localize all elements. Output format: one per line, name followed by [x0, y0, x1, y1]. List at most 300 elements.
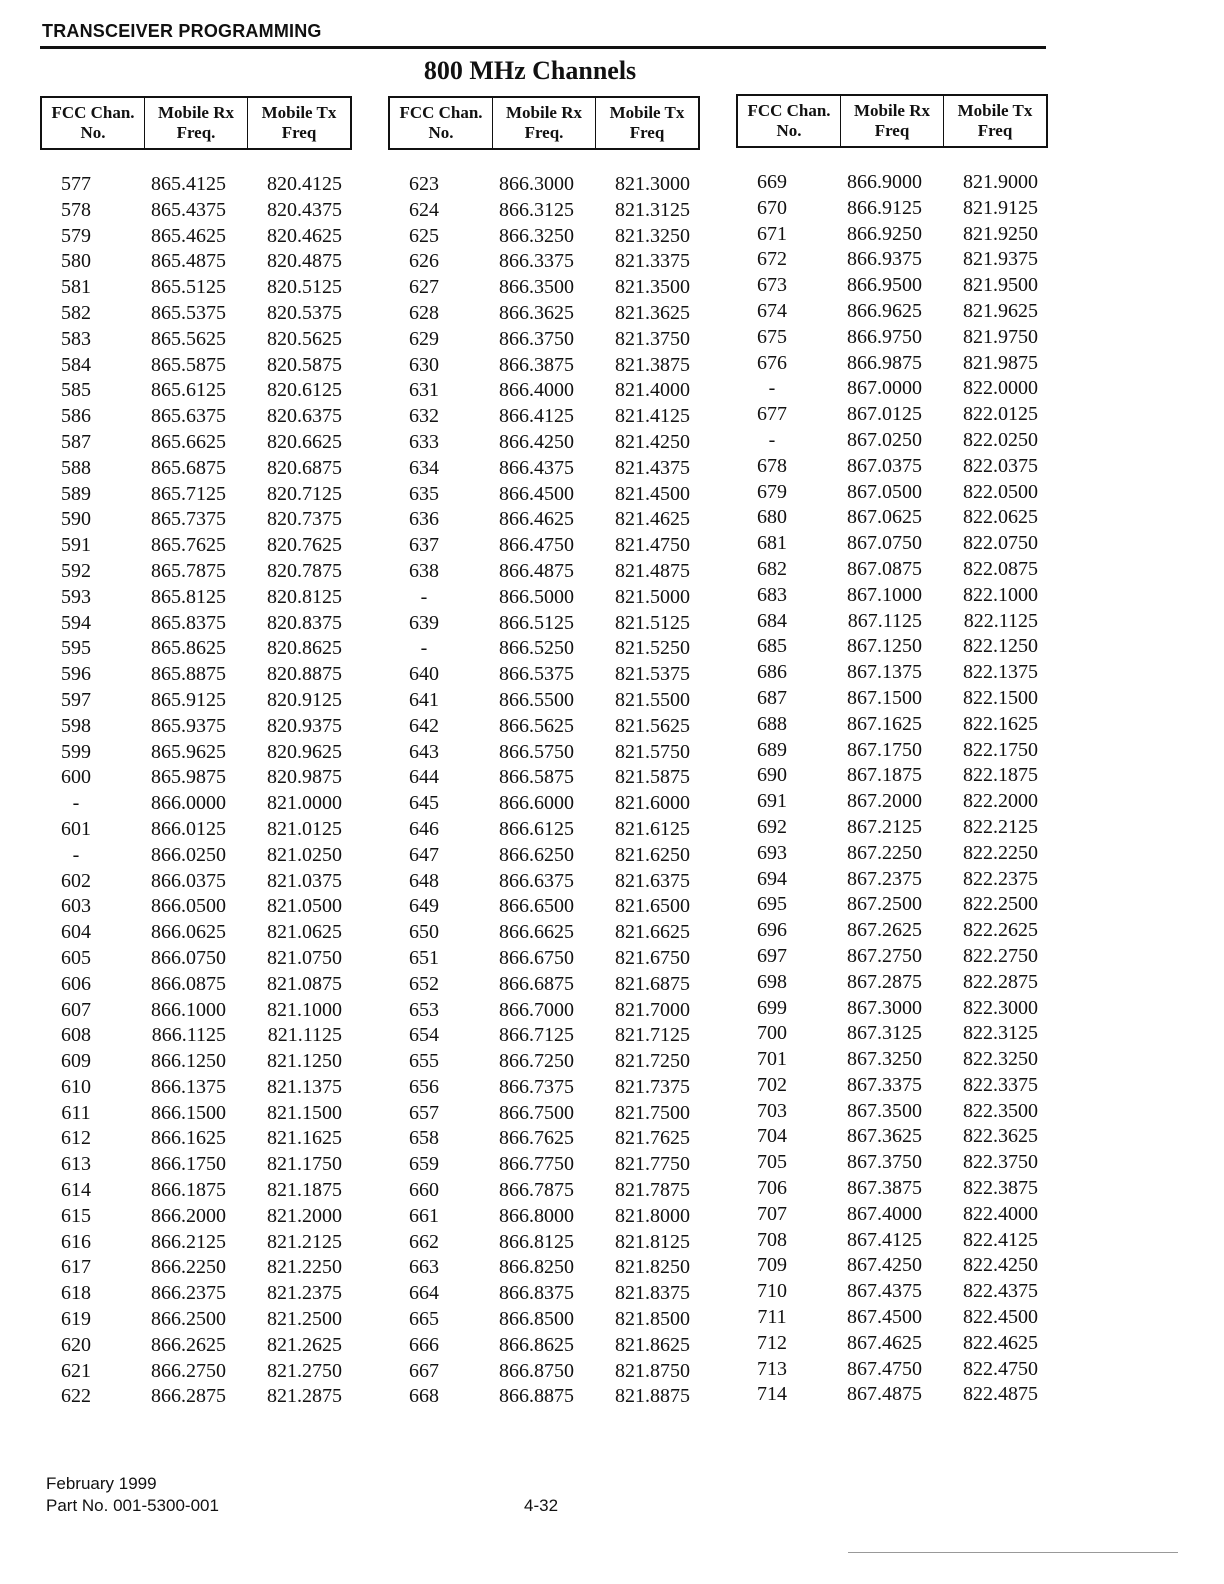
- channel-number: 619: [61, 1308, 91, 1331]
- mobile-tx-freq: 821.7875: [615, 1179, 690, 1202]
- channel-number: 617: [61, 1256, 91, 1279]
- mobile-rx-freq: 867.3625: [847, 1125, 922, 1148]
- mobile-tx-freq: 820.5875: [267, 353, 342, 376]
- mobile-rx-freq: 866.8000: [499, 1204, 574, 1227]
- mobile-rx-freq: 866.6500: [499, 895, 574, 918]
- mobile-tx-freq: 820.4125: [267, 173, 342, 195]
- mobile-rx-freq: 866.8250: [499, 1256, 574, 1279]
- channel-number: 663: [409, 1256, 439, 1279]
- mobile-tx-freq: 822.3000: [963, 996, 1038, 1019]
- table-row: [40, 1230, 352, 1256]
- channel-number: 694: [757, 867, 787, 890]
- channel-number: 686: [757, 661, 787, 684]
- mobile-rx-freq: 866.0000: [151, 792, 226, 815]
- channel-number: 685: [757, 635, 787, 658]
- table-row: [388, 894, 700, 920]
- mobile-rx-freq: 866.2125: [151, 1230, 226, 1253]
- mobile-tx-freq: 820.9375: [267, 714, 342, 737]
- mobile-rx-freq: 866.4000: [499, 379, 574, 402]
- table-row: [40, 843, 352, 869]
- channel-number: 693: [757, 841, 787, 864]
- table-row: [736, 609, 1048, 635]
- mobile-rx-freq: 866.7375: [499, 1075, 574, 1098]
- channel-number: 610: [61, 1075, 91, 1098]
- channel-number: 671: [757, 222, 787, 245]
- table-row: [40, 946, 352, 972]
- mobile-rx-freq: 866.4375: [499, 456, 574, 479]
- channel-number: 623: [409, 173, 439, 195]
- mobile-rx-freq: 867.4750: [847, 1357, 922, 1380]
- channel-number: 597: [61, 688, 91, 711]
- table-row: [736, 918, 1048, 944]
- mobile-tx-freq: 820.4875: [267, 250, 342, 273]
- table-row: [736, 222, 1048, 248]
- table-row: [388, 249, 700, 275]
- mobile-tx-freq: 821.2000: [267, 1204, 342, 1227]
- channel-number: 668: [409, 1385, 439, 1408]
- table-row: [40, 378, 352, 404]
- mobile-tx-freq: 821.4500: [615, 482, 690, 505]
- table-row: [736, 867, 1048, 893]
- mobile-rx-freq: 867.4500: [847, 1306, 922, 1329]
- table-row: [40, 1049, 352, 1075]
- channel-number: 635: [409, 482, 439, 505]
- channel-number: 633: [409, 430, 439, 453]
- mobile-rx-freq: 866.6750: [499, 946, 574, 969]
- page-number: 4-32: [524, 1496, 559, 1515]
- table-row: [736, 1150, 1048, 1176]
- mobile-tx-freq: 820.6625: [267, 430, 342, 453]
- table-row: [736, 376, 1048, 402]
- channel-number: 636: [409, 508, 439, 531]
- channel-number: 692: [757, 815, 787, 838]
- mobile-rx-freq: 867.0625: [847, 506, 922, 529]
- mobile-tx-freq: 821.2500: [267, 1308, 342, 1331]
- mobile-tx-freq: 821.6375: [615, 869, 690, 892]
- channel-number: 639: [409, 611, 439, 634]
- channel-number: 656: [409, 1075, 439, 1098]
- mobile-rx-freq: 866.2000: [151, 1204, 226, 1227]
- header-tx-cell: [247, 98, 350, 148]
- table-header: [736, 94, 1048, 148]
- mobile-tx-freq: 820.4375: [267, 198, 342, 221]
- mobile-tx-freq: 821.3125: [615, 198, 690, 221]
- mobile-rx-freq: 866.7500: [499, 1101, 574, 1124]
- channel-number: 622: [61, 1385, 91, 1408]
- mobile-rx-freq: 867.4125: [847, 1228, 922, 1251]
- mobile-tx-freq: 821.3000: [615, 173, 690, 195]
- channel-number: 632: [409, 405, 439, 428]
- table-header: [40, 96, 352, 150]
- channel-number: 655: [409, 1050, 439, 1073]
- page-heading: 800 MHz Channels: [423, 56, 637, 85]
- channel-number: 625: [409, 224, 439, 247]
- mobile-tx-freq: 821.4875: [615, 559, 690, 582]
- table-row: [388, 1204, 700, 1230]
- table-row: [40, 894, 352, 920]
- channel-number: 591: [61, 534, 91, 557]
- channel-number: 713: [757, 1357, 787, 1380]
- mobile-tx-freq: 821.7000: [615, 998, 690, 1021]
- channel-number: 660: [409, 1179, 439, 1202]
- table-row: [388, 1359, 700, 1385]
- mobile-tx-freq: 821.1750: [267, 1153, 342, 1176]
- mobile-tx-freq: 821.3625: [615, 301, 690, 324]
- channel-number: 670: [757, 196, 787, 219]
- mobile-tx-freq: 822.0500: [963, 480, 1038, 503]
- channel-number: 649: [409, 895, 439, 918]
- mobile-rx-freq: 867.1250: [847, 635, 922, 658]
- table-row: [40, 1359, 352, 1385]
- mobile-tx-freq: 820.8375: [267, 611, 342, 634]
- mobile-rx-freq: 867.0750: [847, 532, 922, 555]
- mobile-tx-freq: 821.1625: [267, 1127, 342, 1150]
- mobile-tx-freq: 821.5375: [615, 663, 690, 686]
- mobile-tx-freq: 821.9500: [963, 274, 1038, 297]
- mobile-rx-freq: 867.2125: [847, 815, 922, 838]
- table-row: [736, 892, 1048, 918]
- mobile-rx-freq: 865.4875: [151, 250, 226, 273]
- mobile-rx-freq: 866.4750: [499, 534, 574, 557]
- header-tx-line2: Freq: [629, 123, 665, 142]
- header-rx-line2: Freq.: [524, 123, 564, 142]
- table-row: [388, 456, 700, 482]
- mobile-tx-freq: 822.4000: [963, 1202, 1038, 1225]
- mobile-rx-freq: 866.3000: [499, 173, 574, 195]
- table-row: [388, 1049, 700, 1075]
- mobile-tx-freq: 822.4625: [963, 1331, 1038, 1354]
- channel-number: 585: [61, 379, 91, 402]
- table-row: [736, 1073, 1048, 1099]
- mobile-rx-freq: 867.1125: [847, 609, 922, 632]
- mobile-tx-freq: 822.3375: [963, 1073, 1038, 1096]
- header-rx-line2: Freq.: [176, 123, 216, 142]
- channel-number: 665: [409, 1308, 439, 1331]
- mobile-tx-freq: 820.4625: [267, 224, 342, 247]
- table-row: [40, 1075, 352, 1101]
- channel-number: 696: [757, 919, 787, 942]
- table-row: [388, 1101, 700, 1127]
- mobile-tx-freq: 820.7625: [267, 534, 342, 557]
- channel-number: 703: [757, 1099, 787, 1122]
- mobile-tx-freq: 820.8875: [267, 663, 342, 686]
- mobile-rx-freq: 867.1750: [847, 738, 922, 761]
- mobile-rx-freq: 866.8750: [499, 1359, 574, 1382]
- mobile-tx-freq: 821.2125: [267, 1230, 342, 1253]
- mobile-rx-freq: 866.0500: [151, 895, 226, 918]
- table-body: [736, 170, 1048, 1408]
- table-row: [388, 765, 700, 791]
- mobile-rx-freq: 866.3250: [499, 224, 574, 247]
- mobile-tx-freq: 821.1250: [267, 1050, 342, 1073]
- channel-number: 600: [61, 766, 91, 789]
- channel-number: 664: [409, 1282, 439, 1305]
- table-row: [388, 920, 700, 946]
- channel-number: 708: [757, 1228, 787, 1251]
- mobile-tx-freq: 821.2875: [267, 1385, 342, 1408]
- mobile-rx-freq: 865.7875: [151, 559, 226, 582]
- table-row: [736, 1357, 1048, 1383]
- table-row: [40, 327, 352, 353]
- header-rx-cell: [144, 98, 247, 148]
- table-row: [388, 972, 700, 998]
- table-row: [40, 740, 352, 766]
- mobile-tx-freq: 821.8750: [615, 1359, 690, 1382]
- mobile-rx-freq: 865.7375: [151, 508, 226, 531]
- mobile-tx-freq: 822.4375: [963, 1280, 1038, 1303]
- mobile-rx-freq: 866.0750: [151, 946, 226, 969]
- mobile-rx-freq: 866.9750: [847, 325, 922, 348]
- mobile-rx-freq: 866.3375: [499, 250, 574, 273]
- channel-number: 678: [757, 454, 787, 477]
- mobile-tx-freq: 821.6250: [615, 843, 690, 866]
- mobile-rx-freq: 866.2750: [151, 1359, 226, 1382]
- mobile-tx-freq: 822.2625: [963, 919, 1038, 942]
- header-chan-line2: No.: [428, 123, 454, 142]
- mobile-tx-freq: 821.7250: [615, 1050, 690, 1073]
- mobile-rx-freq: 866.8625: [499, 1333, 574, 1356]
- channel-number: 707: [757, 1202, 787, 1225]
- table-row: [40, 1126, 352, 1152]
- footer-date: February 1999: [46, 1474, 157, 1493]
- mobile-rx-freq: 865.6375: [151, 405, 226, 428]
- channel-number: 691: [757, 790, 787, 813]
- mobile-tx-freq: 821.2625: [267, 1333, 342, 1356]
- table-row: [736, 1047, 1048, 1073]
- mobile-rx-freq: 866.5750: [499, 740, 574, 763]
- channel-number: 714: [757, 1383, 787, 1406]
- mobile-rx-freq: 866.0250: [151, 843, 226, 866]
- mobile-tx-freq: 821.5750: [615, 740, 690, 763]
- channel-number: 614: [61, 1179, 91, 1202]
- mobile-rx-freq: 865.9625: [151, 740, 226, 763]
- table-row: [40, 1307, 352, 1333]
- mobile-tx-freq: 821.6000: [615, 792, 690, 815]
- mobile-rx-freq: 867.1500: [847, 686, 922, 709]
- mobile-rx-freq: 866.8125: [499, 1230, 574, 1253]
- mobile-rx-freq: 866.3500: [499, 276, 574, 299]
- channel-number: 688: [757, 712, 787, 735]
- mobile-tx-freq: 822.2500: [963, 893, 1038, 916]
- channel-number: 638: [409, 559, 439, 582]
- channel-number: 673: [757, 274, 787, 297]
- table-body: [388, 172, 700, 1410]
- channel-number: 582: [61, 301, 91, 324]
- table-row: [736, 428, 1048, 454]
- table-row: [388, 559, 700, 585]
- mobile-rx-freq: 866.4875: [499, 559, 574, 582]
- channel-number: 654: [409, 1024, 439, 1047]
- table-row: [388, 1384, 700, 1410]
- mobile-rx-freq: 866.8500: [499, 1308, 574, 1331]
- mobile-rx-freq: 866.4625: [499, 508, 574, 531]
- mobile-tx-freq: 821.9875: [963, 351, 1038, 374]
- mobile-rx-freq: 867.0000: [847, 377, 922, 400]
- mobile-tx-freq: 821.4750: [615, 534, 690, 557]
- table-row: [736, 1099, 1048, 1125]
- mobile-tx-freq: 821.4000: [615, 379, 690, 402]
- header-rx-line1: Mobile Rx: [157, 103, 235, 122]
- channel-number: 680: [757, 506, 787, 529]
- mobile-tx-freq: 821.8125: [615, 1230, 690, 1253]
- mobile-tx-freq: 821.2250: [267, 1256, 342, 1279]
- mobile-tx-freq: 821.8625: [615, 1333, 690, 1356]
- table-row: [736, 480, 1048, 506]
- channel-number: 681: [757, 532, 787, 555]
- channel-number: -: [72, 792, 80, 815]
- mobile-rx-freq: 865.8375: [151, 611, 226, 634]
- table-row: [388, 1126, 700, 1152]
- table-row: [40, 585, 352, 611]
- mobile-rx-freq: 867.4250: [847, 1254, 922, 1277]
- table-row: [736, 634, 1048, 660]
- table-row: [40, 1255, 352, 1281]
- table-row: [736, 557, 1048, 583]
- table-row: [40, 430, 352, 456]
- channel-number: 620: [61, 1333, 91, 1356]
- table-row: [736, 351, 1048, 377]
- mobile-tx-freq: 821.9625: [963, 299, 1038, 322]
- channel-number: 702: [757, 1073, 787, 1096]
- table-row: [388, 327, 700, 353]
- mobile-tx-freq: 821.8375: [615, 1282, 690, 1305]
- channel-number: -: [420, 585, 428, 608]
- channel-number: -: [420, 637, 428, 660]
- table-row: [388, 611, 700, 637]
- table-row: [388, 482, 700, 508]
- mobile-rx-freq: 866.0625: [151, 921, 226, 944]
- mobile-rx-freq: 867.0250: [847, 428, 922, 451]
- mobile-tx-freq: 820.7875: [267, 559, 342, 582]
- mobile-tx-freq: 820.8625: [267, 637, 342, 660]
- channel-number: 629: [409, 327, 439, 350]
- mobile-tx-freq: 821.5000: [615, 585, 690, 608]
- table-row: [40, 1281, 352, 1307]
- mobile-tx-freq: 821.4375: [615, 456, 690, 479]
- channel-number: 710: [757, 1280, 787, 1303]
- header-rx-cell: [840, 96, 943, 146]
- bottom-rule: [848, 1552, 1178, 1553]
- mobile-tx-freq: 821.0125: [267, 817, 342, 840]
- mobile-tx-freq: 821.3500: [615, 276, 690, 299]
- mobile-rx-freq: 867.3750: [847, 1151, 922, 1174]
- mobile-rx-freq: 867.1375: [847, 661, 922, 684]
- channel-number: 634: [409, 456, 439, 479]
- mobile-rx-freq: 866.5625: [499, 714, 574, 737]
- mobile-rx-freq: 867.1000: [847, 583, 922, 606]
- mobile-rx-freq: 867.2875: [847, 970, 922, 993]
- table-row: [388, 533, 700, 559]
- mobile-rx-freq: 866.3750: [499, 327, 574, 350]
- table-row: [388, 224, 700, 250]
- mobile-rx-freq: 866.1125: [151, 1024, 226, 1047]
- mobile-rx-freq: 866.0125: [151, 817, 226, 840]
- mobile-rx-freq: 866.2625: [151, 1333, 226, 1356]
- mobile-tx-freq: 820.6375: [267, 405, 342, 428]
- mobile-tx-freq: 822.4500: [963, 1306, 1038, 1329]
- channel-number: 650: [409, 921, 439, 944]
- table-row: [388, 1178, 700, 1204]
- table-row: [736, 325, 1048, 351]
- mobile-rx-freq: 865.4125: [151, 173, 226, 195]
- table-row: [40, 559, 352, 585]
- mobile-tx-freq: 822.1000: [963, 583, 1038, 606]
- table-row: [40, 482, 352, 508]
- table-row: [388, 1307, 700, 1333]
- mobile-tx-freq: 821.7500: [615, 1101, 690, 1124]
- channel-number: 641: [409, 688, 439, 711]
- table-row: [736, 196, 1048, 222]
- mobile-tx-freq: 821.8250: [615, 1256, 690, 1279]
- header-chan-line1: FCC Chan.: [747, 101, 831, 120]
- footer-part-number: Part No. 001-5300-001: [46, 1496, 219, 1515]
- mobile-rx-freq: 866.0875: [151, 972, 226, 995]
- channel-number: 594: [61, 611, 91, 634]
- channel-number: 652: [409, 972, 439, 995]
- table-row: [388, 585, 700, 611]
- header-chan-cell: [390, 98, 492, 148]
- mobile-tx-freq: 822.1625: [963, 712, 1038, 735]
- table-header: [388, 96, 700, 150]
- mobile-rx-freq: 866.9875: [847, 351, 922, 374]
- table-row: [736, 970, 1048, 996]
- channel-number: 661: [409, 1204, 439, 1227]
- channel-number: 701: [757, 1048, 787, 1071]
- channel-number: 695: [757, 893, 787, 916]
- mobile-tx-freq: 821.5625: [615, 714, 690, 737]
- table-row: [388, 1023, 700, 1049]
- mobile-rx-freq: 866.5375: [499, 663, 574, 686]
- mobile-rx-freq: 866.7250: [499, 1050, 574, 1073]
- channel-number: 644: [409, 766, 439, 789]
- channel-number: -: [768, 377, 776, 400]
- table-row: [388, 636, 700, 662]
- table-row: [736, 789, 1048, 815]
- mobile-tx-freq: 821.9125: [963, 196, 1038, 219]
- mobile-tx-freq: 822.0750: [963, 532, 1038, 555]
- channel-number: 704: [757, 1125, 787, 1148]
- channel-number: 682: [757, 557, 787, 580]
- channel-number: 611: [61, 1101, 91, 1124]
- mobile-tx-freq: 822.4875: [963, 1383, 1038, 1406]
- mobile-tx-freq: 821.0750: [267, 946, 342, 969]
- mobile-tx-freq: 822.4750: [963, 1357, 1038, 1380]
- mobile-tx-freq: 821.7125: [615, 1024, 690, 1047]
- mobile-rx-freq: 866.6375: [499, 869, 574, 892]
- mobile-rx-freq: 867.0875: [847, 557, 922, 580]
- channel-number: 648: [409, 869, 439, 892]
- channel-number: 647: [409, 843, 439, 866]
- table-row: [388, 1281, 700, 1307]
- mobile-tx-freq: 821.6875: [615, 972, 690, 995]
- table-row: [736, 170, 1048, 196]
- channel-number: 613: [61, 1153, 91, 1176]
- mobile-rx-freq: 865.5125: [151, 276, 226, 299]
- header-tx-line2: Freq: [281, 123, 317, 142]
- mobile-tx-freq: 821.0625: [267, 921, 342, 944]
- channel-number: 621: [61, 1359, 91, 1382]
- channel-number: 705: [757, 1151, 787, 1174]
- channel-number: 697: [757, 944, 787, 967]
- mobile-tx-freq: 821.8500: [615, 1308, 690, 1331]
- mobile-tx-freq: 821.2375: [267, 1282, 342, 1305]
- table-row: [40, 1023, 352, 1049]
- mobile-rx-freq: 867.3250: [847, 1048, 922, 1071]
- mobile-tx-freq: 822.1125: [963, 609, 1038, 632]
- table-row: [40, 456, 352, 482]
- channel-number: 653: [409, 998, 439, 1021]
- header-rx-line1: Mobile Rx: [853, 101, 931, 120]
